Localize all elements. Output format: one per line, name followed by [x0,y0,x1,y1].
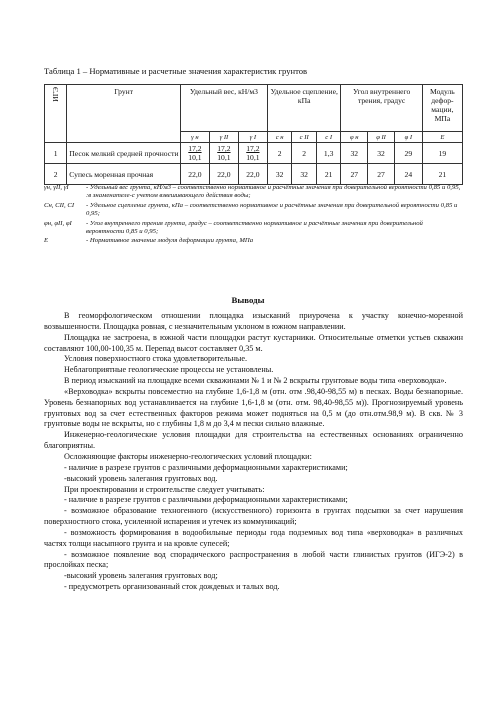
table-row [45,143,463,164]
cell-phi-n: 32 [341,143,368,164]
table-notes [44,184,462,247]
conclusions-text [44,311,463,593]
list-item: - возможное образование техногенного (искусственного) горизонта в грунтах подсыпки за счет нарушения поверхностного стока, усиленной испарения и утечек из коммуникаций; [44,506,463,527]
cell-gamma-2: 17,2 10,1 [209,143,238,164]
subheader-cell: c I [316,132,341,143]
subheader-cell: γ I [238,132,267,143]
list-item: -высокий уровень залегания грунтовых вод; [64,571,218,581]
note-cohesion: Cн, CII, CI - Удельное сцепление грунта, кПа – соответственно нормативное и расчётные значения при доверительной вероятности 0,85 и 0,95; [44,201,458,218]
cell-c-n: 2 [267,143,292,164]
cell-phi-1: 29 [394,143,422,164]
cell-gamma-1: 22,0 [238,164,267,185]
cell-c-2: 2 [292,143,317,164]
paragraph: В геоморфологическом отношении площадка изысканий приурочена к участку конечно-моренной возвышенности. Площадка ровная, с незначительным уклоном в южном направлении. [44,311,463,331]
cell-gamma-2: 22,0 [209,164,238,185]
paragraph: Условия поверхностного стока удовлетворительные. [64,354,248,364]
cell-c-1: 21 [316,164,341,185]
header-ige: ИГЭ [45,85,67,143]
table-row [45,164,463,185]
paragraph: При проектировании и строительстве следует учитывать: [64,484,265,494]
subheader-cell: E [422,132,462,143]
list-item: -высокий уровень залегания грунтовых вод. [64,473,218,483]
subheader-cell: γ н [180,132,209,143]
subheader-cell: c н [267,132,292,143]
cell-e: 19 [422,143,462,164]
cell-phi-2: 27 [368,164,395,185]
cell-gamma-n: 17,2 10,1 [180,143,209,164]
cell-phi-n: 27 [341,164,368,185]
subheader-cell: φ н [341,132,368,143]
note-friction: φн, φII, φI - Угол внутреннего трения грунта, градус – соответственно нормативное и расчётные значения при доверительной вероятности 0,85 и 0,95; [44,219,423,236]
list-item: - наличие в разрезе грунтов с различными деформационными характеристиками; [64,462,348,472]
paragraph: Неблагоприятные геологические процессы не установлены. [64,365,274,375]
cell-gamma-n: 22,0 [180,164,209,185]
paragraph: В период изысканий на площадке всеми скважинами № 1 и № 2 вскрыты грунтовые воды типа «верховодка». [64,376,447,386]
paragraph: Площадка не застроена, в южной части площадки растут кустарники. Относительные отметки устьев скважин составляют 100,00-100,35 м. Перепад высот составляет 0,35 м. [44,332,463,353]
header-friction: Угол внутреннего трения, градус [341,85,422,132]
table-caption: Таблица 1 – Нормативные и расчетные значения характеристик грунтов [44,66,308,76]
cell-c-1: 1,3 [316,143,341,164]
cell-soil: Песок мелкий средней прочности [67,143,181,164]
list-item: - возможность формирования в водообильные периоды года подземных вод типа «верховодка» в различных частях толщи насыпного грунта и на кровле супесей; [44,527,463,548]
note-weight: γн, γII, γI - Удельный вес грунта, кН/м3 – соответственно нормативное и расчётные значения при доверительной вероятности 0,85 и 0,95, :в знаменателе-с учетом взвешивающего действия воды; [44,184,461,200]
cell-e: 21 [422,164,462,185]
subheader-cell: φ I [394,132,422,143]
cell-phi-2: 32 [368,143,395,164]
list-item: - предусмотреть организованный сток дождевых и талых вод. [64,582,280,592]
header-cohesion: Удельное сцепление, кПа [267,85,341,132]
cell-ige: 2 [45,164,67,185]
cell-ige: 1 [45,143,67,164]
cell-gamma-1: 17,2 10,1 [238,143,267,164]
cell-soil: Супесь моренная прочная [67,164,181,185]
cell-c-2: 32 [292,164,317,185]
list-item: - возможное появление вод спорадического распространения в любой части глинистых грунтов (ИГЭ-2) в прослойках песка; [44,549,463,570]
subheader-cell: γ II [209,132,238,143]
subheader-cell: c II [292,132,317,143]
subheader-cell: φ II [368,132,395,143]
list-item: - наличие в разрезе грунтов с различными деформационными характеристиками; [64,495,348,505]
cell-phi-1: 24 [394,164,422,185]
note-modulus: E - Нормативное значение модуля деформации грунта, МПа [44,237,254,245]
paragraph: «Верховодка» вскрыты повсеместно на глубине 1,6-1,8 м (отн. отм .98,40-98,55 м) в песках. Воды безнапорные. Уровень безнапорных вод устанавливается на глубине 1,6-1,8 м (отн. отм. 98,40-98,55 м)). Прогнозируемый уровень грунтовых вод за счет естественных факторов режима может подняться на 0,5 м (до отн.отм.98,9 м). В скв. № 3 грунтовые воды не вскрыты, но с глубины 1,8 м до 3,4 м пески сильно влажные. [44,386,463,429]
section-heading: Выводы [231,295,265,305]
header-soil: Грунт [67,85,181,143]
header-modulus: Модуль дефор-мации, МПа [422,85,462,132]
header-weight: Удельный вес, кН/м3 [180,85,267,132]
paragraph: Осложняющие факторы инженерно-геологических условий площадки: [64,451,312,461]
paragraph: Инженерно-геологические условия площадки для строительства на естественных основаниях ограниченно благоприятны. [44,430,463,451]
cell-c-n: 32 [267,164,292,185]
soil-properties-table [44,84,463,185]
